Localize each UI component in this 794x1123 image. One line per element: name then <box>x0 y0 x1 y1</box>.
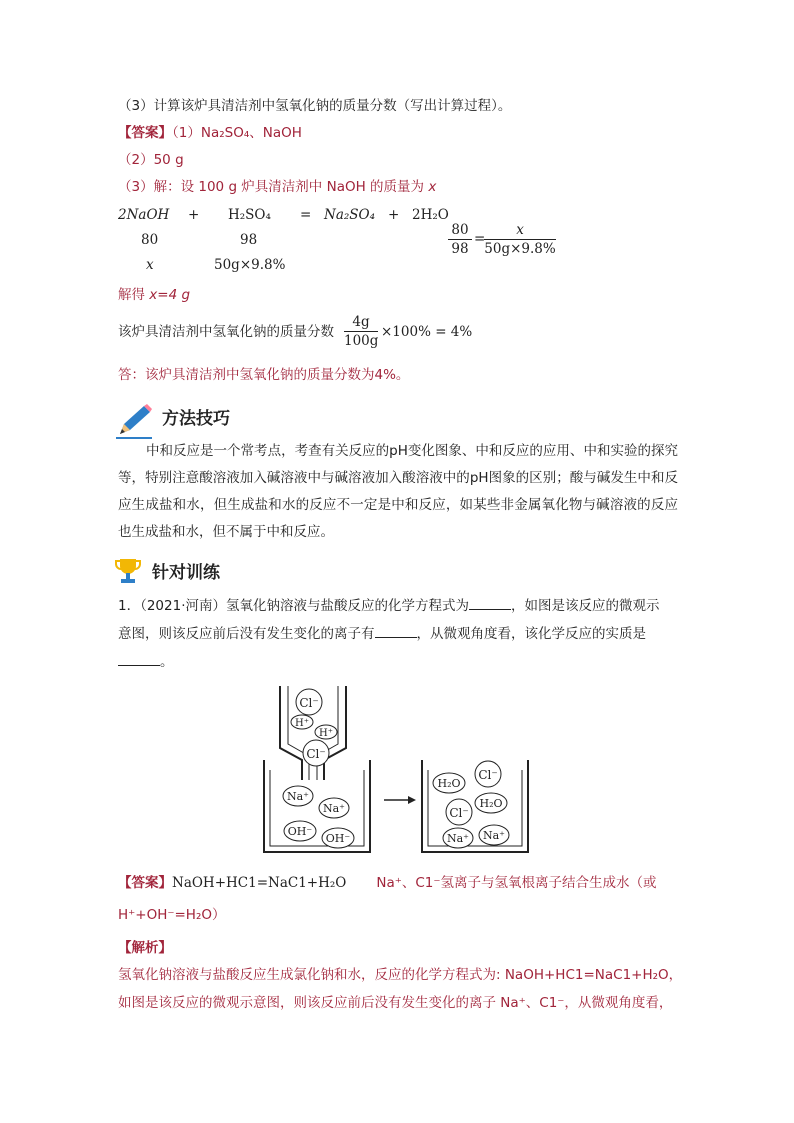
ion-h-2: H⁺ <box>319 728 333 739</box>
answer-q1-ions: Na⁺、C1⁻ <box>376 875 441 891</box>
ion-cl-1: Cl⁻ <box>299 696 319 710</box>
eq-unknown: x <box>146 257 154 273</box>
mol-h2o-1: H₂O <box>437 777 461 790</box>
eq-given: 50g×9.8% <box>214 257 286 273</box>
solve-value: x=4 g <box>149 287 191 303</box>
beaker-before-ions <box>283 786 354 848</box>
answer-line-3 <box>118 178 436 196</box>
answer-1-prefix: （1） <box>172 125 201 141</box>
ratio-right-num: x <box>484 221 556 240</box>
analysis-line-2: 如图是该反应的微观示意图，则该反应前后没有发生变化的离子 Na⁺、C1⁻，从微观角度看， <box>118 995 673 1011</box>
answer-3-text: （3）解：设 100 g 炉具清洁剂中 NaOH 的质量为 <box>118 179 425 195</box>
answer-q1-essence: 氢离子与氢氧根离子结合生成水（或 <box>440 875 657 891</box>
final-answer-prefix: 答：该炉具清洁剂中氢氧化钠的质量分数为 <box>118 367 375 383</box>
answer-q1-eq: NaOH+HC1=NaC1+H₂O <box>172 875 347 891</box>
question-1-line-2 <box>118 625 646 643</box>
beaker-after-ions <box>433 761 509 848</box>
q1-part3: 意图，则该反应前后没有发生变化的离子有 <box>118 626 375 642</box>
reaction-diagram <box>256 682 546 860</box>
eq-reactant-1: 2NaOH <box>118 207 170 223</box>
solve-prefix: 解得 <box>118 287 145 303</box>
final-answer <box>118 366 409 384</box>
method-paragraph: 中和反应是一个常考点，考查有关反应的pH变化图象、中和反应的应用、中和实验的探究等，特别注意酸溶液加入碱溶液中与碱溶液加入酸溶液中的pH图象的区别；酸与碱发生中和反应生成盐和水，但生成盐和水的反应不一定是中和反应，如某些非金属氧化物与碱溶液的反应也生成盐和水，但不属于中和反应。 <box>118 443 678 540</box>
ion-na-3: Na⁺ <box>447 832 469 845</box>
mass-fraction-text: 该炉具清洁剂中氢氧化钠的质量分数 <box>118 324 334 340</box>
method-title: 方法技巧 <box>162 409 230 429</box>
ion-oh-2: OH⁻ <box>325 832 351 845</box>
trophy-icon <box>114 556 142 586</box>
eq-reactant-2: H₂SO₄ <box>228 207 271 223</box>
q1-part4: ，从微观角度看，该化学反应的实质是 <box>416 626 646 642</box>
arrow-icon <box>384 796 416 804</box>
q1-part5: 。 <box>160 654 174 670</box>
blank-equation[interactable] <box>469 597 511 610</box>
mass-frac-num: 4g <box>344 313 378 332</box>
question-1-line-1 <box>118 597 660 615</box>
eq-plus-1: + <box>188 207 200 223</box>
ratio-right-den: 50g×9.8% <box>484 241 556 257</box>
eq-product-2: 2H₂O <box>412 207 449 223</box>
answer-3-var: x <box>428 179 437 195</box>
analysis-tag <box>118 939 172 957</box>
ratio-equals: = <box>474 231 486 247</box>
mass-fraction <box>344 313 378 350</box>
solve-line <box>118 286 190 304</box>
eq-mass-1: 80 <box>141 232 159 248</box>
pencil-icon <box>114 402 154 442</box>
blank-ions[interactable] <box>375 625 417 638</box>
ratio-left <box>448 221 472 258</box>
ratio-left-den: 98 <box>451 241 469 257</box>
q1-part2: ，如图是该反应的微观示 <box>511 598 660 614</box>
analysis-line-1: 氢氧化钠溶液与盐酸反应生成氯化钠和水，反应的化学方程式为: NaOH+HC1=NaC1+H₂O， <box>118 967 683 983</box>
ion-cl-4: Cl⁻ <box>449 806 469 820</box>
eq-equals: = <box>300 207 312 223</box>
answer-tag: 【答案】 <box>118 125 172 141</box>
answer-q1-tag: 【答案】 <box>118 875 172 891</box>
answer-2-prefix: （2） <box>118 152 154 168</box>
ion-na-1: Na⁺ <box>287 790 309 803</box>
analysis-tag-text: 【解析】 <box>118 940 172 956</box>
ion-cl-3: Cl⁻ <box>478 768 498 782</box>
tube-ions <box>291 689 337 766</box>
ratio-left-num: 80 <box>448 221 472 240</box>
mol-h2o-2: H₂O <box>479 797 503 810</box>
eq-product-1: Na₂SO₄ <box>324 207 376 223</box>
ion-cl-2: Cl⁻ <box>306 747 326 761</box>
answer-line-1 <box>118 124 302 142</box>
mass-frac-den: 100g <box>344 333 379 349</box>
ion-h-1: H⁺ <box>295 718 309 729</box>
blank-essence[interactable] <box>118 653 160 666</box>
answer-2-value: 50 g <box>153 152 184 168</box>
answer-q1-line-1 <box>118 874 657 892</box>
eq-plus-2: + <box>388 207 400 223</box>
question-1-line-3 <box>118 653 174 671</box>
ion-oh-1: OH⁻ <box>287 825 313 838</box>
ion-na-4: Na⁺ <box>483 829 505 842</box>
mass-frac-rest: ×100% = 4% <box>381 324 473 340</box>
answer-line-2 <box>118 151 184 169</box>
answer-q1-line-2: H⁺+OH⁻=H₂O） <box>118 907 226 923</box>
q1-part1: 1．（2021·河南）氢氧化钠溶液与盐酸反应的化学方程式为 <box>118 598 469 614</box>
question-3-text: （3）计算该炉具清洁剂中氢氧化钠的质量分数（写出计算过程）。 <box>118 98 512 114</box>
eq-mass-2: 98 <box>240 232 258 248</box>
ratio-right <box>484 221 556 258</box>
final-answer-value: 4%。 <box>374 367 410 383</box>
ion-na-2: Na⁺ <box>323 802 345 815</box>
training-title: 针对训练 <box>152 563 220 583</box>
answer-1-value: Na₂SO₄、NaOH <box>200 125 302 141</box>
